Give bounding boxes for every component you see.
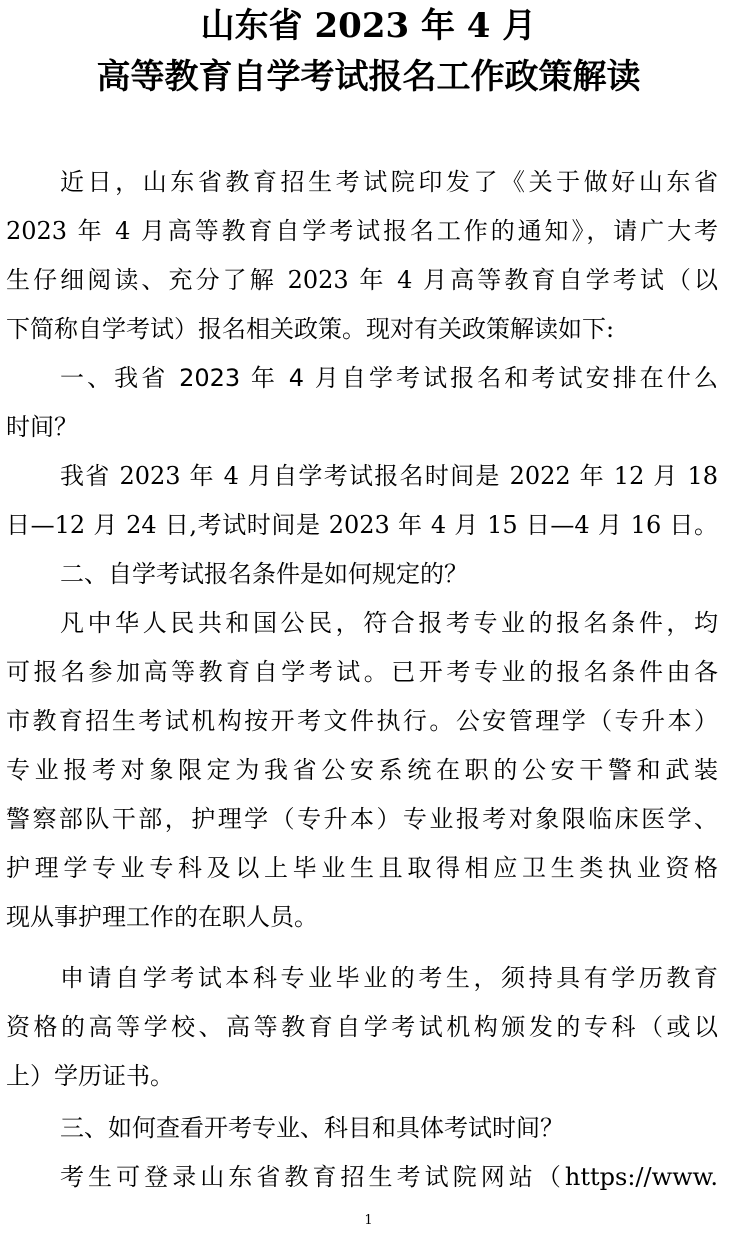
page-number: 1 [364,1213,373,1228]
section-2-paragraph-1-line-2: 可报名参加高等教育自学考试。已开考专业的报名条件由各 [6,658,718,686]
section-3-paragraph-line-1: 考生可登录山东省教育招生考试院网站（https://www. [60,1163,718,1191]
document-title-line-2: 高等教育自学考试报名工作政策解读 [96,57,641,97]
section-1-paragraph-line-2: 日—12 月 24 日,考试时间是 2023 年 4 月 15 日—4 月 16 日。 [6,511,718,539]
paragraph-1-line-2: 2023 年 4 月高等教育自学考试报名工作的通知》，请广大考 [6,217,718,245]
section-3-heading: 三、如何查看开考专业、科目和具体考试时间？ [60,1114,564,1142]
section-2-paragraph-1-line-7: 现从事护理工作的在职人员。 [6,903,318,931]
section-2-paragraph-2-line-1: 申请自学考试本科专业毕业的考生，须持具有学历教育 [60,964,718,992]
section-2-paragraph-2-line-3: 上）学历证书。 [6,1062,174,1090]
section-2-heading: 二、自学考试报名条件是如何规定的？ [60,560,468,588]
section-1-heading-line-2: 时间？ [6,413,78,441]
section-2-paragraph-2-line-2: 资格的高等学校、高等教育自学考试机构颁发的专科（或以 [6,1013,718,1041]
paragraph-1-line-4: 下简称自学考试）报名相关政策。现对有关政策解读如下: [6,315,615,343]
paragraph-1-line-3: 生仔细阅读、充分了解 2023 年 4 月高等教育自学考试（以 [6,266,718,294]
section-1-heading-line-1: 一、我省 2023 年 4 月自学考试报名和考试安排在什么 [60,364,718,392]
section-2-paragraph-1-line-4: 专业报考对象限定为我省公安系统在职的公安干警和武装 [6,756,718,784]
document-title-line-1: 山东省 2023 年 4 月 [200,6,537,46]
section-2-paragraph-1-line-1: 凡中华人民共和国公民，符合报考专业的报名条件，均 [60,609,718,637]
section-2-paragraph-1-line-6: 护理学专业专科及以上毕业生且取得相应卫生类执业资格 [6,854,718,882]
section-1-paragraph-line-1: 我省 2023 年 4 月自学考试报名时间是 2022 年 12 月 18 [60,462,718,490]
paragraph-1-line-1: 近日，山东省教育招生考试院印发了《关于做好山东省 [60,168,718,196]
section-2-paragraph-1-line-5: 警察部队干部，护理学（专升本）专业报考对象限临床医学、 [6,805,718,833]
section-2-paragraph-1-line-3: 市教育招生考试机构按开考文件执行。公安管理学（专升本） [6,707,718,735]
